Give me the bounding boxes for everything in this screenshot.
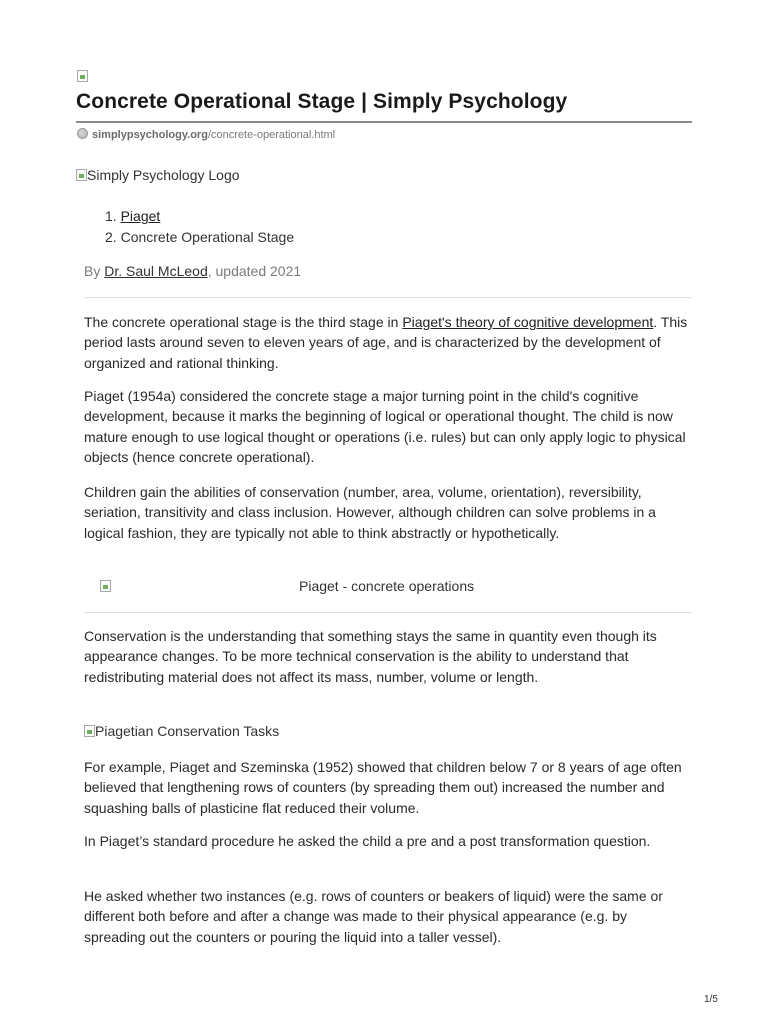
paragraph: Conservation is the understanding that something stays the same in quantity even though its appearance changes. To be more technical conservation is the ability to understand that redistributing material does not affect its mass, number, volume or length. [84, 628, 657, 685]
byline [84, 263, 301, 279]
figure-alt-text: Piagetian Conservation Tasks [95, 723, 280, 739]
divider [84, 612, 692, 613]
paragraph: He asked whether two instances (e.g. rows of counters or beakers of liquid) were the same or different both before and after a change was made to their physical appearance (e.g. by spreading out the counters or pouring the liquid into a taller vessel). [84, 888, 663, 945]
breadcrumb-number: 2. [105, 229, 117, 245]
breadcrumb-item [105, 206, 294, 227]
byline-suffix: , updated 2021 [207, 263, 302, 279]
author-link[interactable]: Dr. Saul McLeod [104, 263, 208, 279]
broken-image-icon [76, 169, 87, 181]
source-path: /concrete-operational.html [207, 129, 336, 141]
page-number: 1/5 [704, 994, 718, 1005]
divider [84, 297, 692, 298]
breadcrumb-current: Concrete Operational Stage [120, 229, 295, 245]
source-domain: simplypsychology.org [92, 129, 208, 141]
breadcrumb-number: 1. [105, 208, 117, 224]
globe-icon [77, 128, 88, 139]
paragraph: In Piaget’s standard procedure he asked the child a pre and a post transformation question. [84, 833, 651, 849]
conservation-tasks-image [84, 723, 279, 739]
title-divider [76, 121, 692, 123]
logo-image [76, 167, 240, 183]
breadcrumb-link-piaget[interactable]: Piaget [120, 208, 161, 224]
figure-caption: Piaget - concrete operations [299, 578, 475, 594]
paragraph: Piaget (1954a) considered the concrete stage a major turning point in the child's cognitive development, because it marks the beginning of logical or operational thought. The child is now mature enough to use logical thought or operations (i.e. rules) but can only apply logic to physical objects (hence concrete operational). [84, 388, 686, 465]
source-url[interactable] [77, 128, 335, 141]
figure-broken-image-icon [100, 580, 111, 592]
page-title: Concrete Operational Stage | Simply Psychology [76, 90, 568, 113]
para1-after: . This period lasts around seven to eleven years of age, and is characterized by the development of organized and rational thinking. [84, 314, 688, 371]
byline-prefix: By [84, 263, 105, 279]
intro-paragraph [84, 312, 690, 373]
piaget-theory-link[interactable]: Piaget's theory of cognitive development [402, 314, 654, 330]
paragraph: Children gain the abilities of conservation (number, area, volume, orientation), reversibility, seriation, transitivity and class inclusion. However, although children can solve problems in a logical fashion, they are typically not able to think abstractly or hypothetically. [84, 484, 656, 541]
paragraph: For example, Piaget and Szeminska (1952) showed that children below 7 or 8 years of age often believed that lengthening rows of counters (by spreading them out) increased the number and squashing balls of plasticine flat reduced their volume. [84, 759, 682, 816]
para1-before: The concrete operational stage is the third stage in [84, 314, 403, 330]
breadcrumb-item [105, 227, 294, 248]
breadcrumb [105, 206, 294, 248]
header-image-icon [77, 70, 88, 82]
broken-image-icon [84, 725, 95, 737]
logo-alt-text: Simply Psychology Logo [87, 167, 240, 183]
